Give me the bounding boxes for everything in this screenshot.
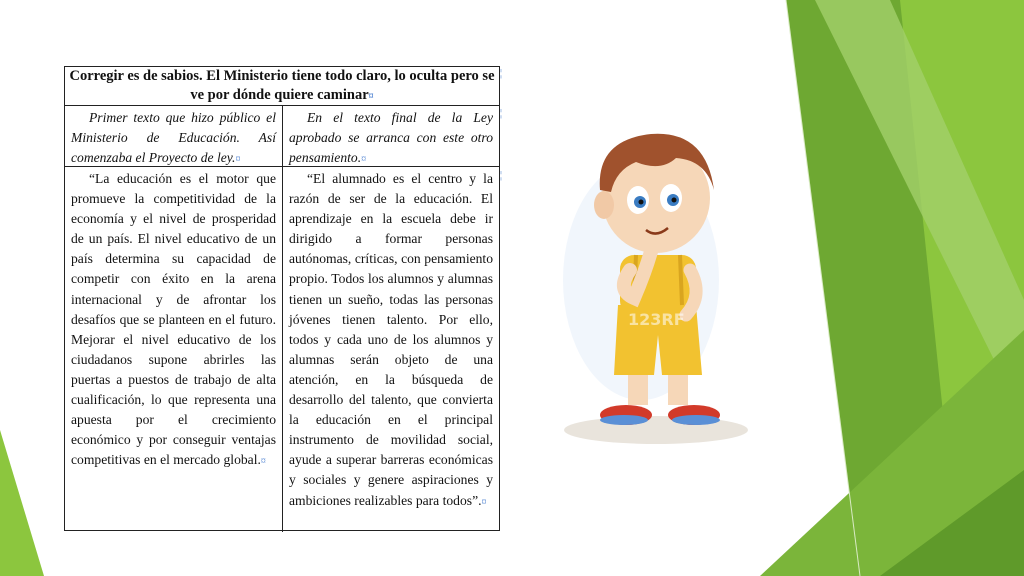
left-body-cell [65,167,283,532]
ground-shadow [564,416,748,444]
left-sole [600,415,648,425]
right-header-cell [283,106,499,166]
paragraph-mark: ¤ [260,456,266,468]
comparison-table [64,66,503,531]
row-end-mark: ¦ [500,68,503,79]
table-header-row [65,106,499,167]
strap-right [680,255,682,305]
right-body-cell [283,167,499,532]
thinking-boy-illustration [556,120,761,450]
left-body-text: “La educación es el motor que promueve la competitividad de la economía y el nivel de prosperidad de un país. El nivel educativo de un país determina su capacidad de competir con éxito en la arena internacional y de afrontar los desafíos que se planteen en el futuro. Mejorar el nivel educativo de los ciudadanos supone abrirles las puertas a puestos de trabajo de alta cualificación, lo que representa una apuesta por el crecimiento económico y por conseguir ventajas competitivas en el mercado global. [71,171,276,468]
paragraph-mark: ¤ [361,154,367,166]
table-title-text: Corregir es de sabios. El Ministerio tiene todo claro, lo oculta pero se ve por dónde quiere caminar [69,68,495,103]
right-body-text: “El alumnado es el centro y la razón de ser de la educación. El aprendizaje en la escuela debe ir dirigido a formar personas autónomas, críticas, con pensamiento propio. Todos los alumnos y alumnas tienen un sueño, todas las personas jóvenes tienen talento. Por ello, todos y cada uno de los alumnos y alumnas serán objeto de una atención, en la búsqueda de desarrollo del talento, que convierta la educación en el principal instrumento de movilidad social, ayude a superar barreras económicas y sociales y genere aspiraciones y ambiciones realizables para todos”. [289,171,493,508]
table-body-row [65,167,499,532]
green-facet-left [0,430,44,576]
table-title [65,67,499,106]
paragraph-mark: ¤ [235,154,241,166]
paragraph-mark: ¤ [368,91,374,102]
right-pupil-dot [672,198,677,203]
paragraph-mark: ¤ [481,496,487,508]
left-header-text: Primer texto que hizo público el Ministerio de Educación. Así comenzaba el Proyecto de ley. [71,110,276,166]
right-sole [672,415,720,425]
left-pupil-dot [639,200,644,205]
left-header-cell [65,106,283,166]
watermark: 123RF [628,310,685,329]
ear [594,191,614,219]
row-end-mark: ¦ [500,170,503,181]
row-end-mark: ¦ [500,108,503,119]
right-header-text: En el texto final de la Ley aprobado se arranca con este otro pensamiento. [289,110,493,166]
